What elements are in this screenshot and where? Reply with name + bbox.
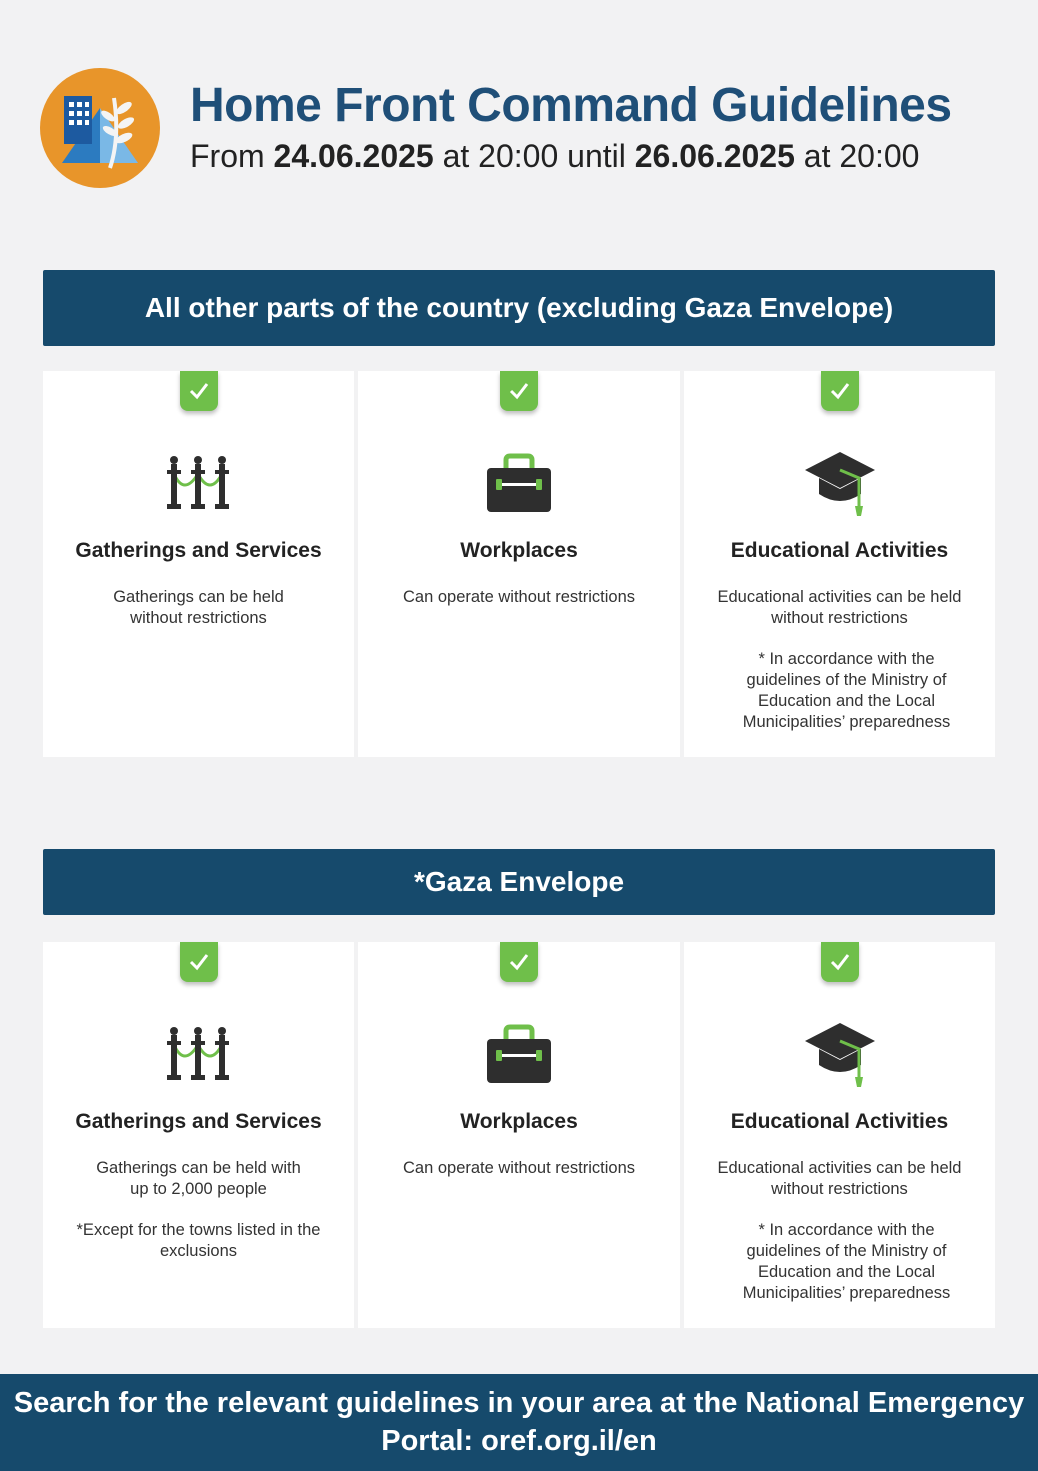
card-gatherings [43, 371, 354, 757]
from-label: From [190, 138, 265, 174]
until-date: 26.06.2025 [634, 138, 795, 174]
check-icon [821, 942, 859, 982]
briefcase-icon [479, 449, 559, 519]
card-title: Workplaces [460, 1110, 578, 1133]
card-educational [684, 371, 995, 757]
card-title: Educational Activities [730, 539, 949, 562]
section-header-other-parts: All other parts of the country (excluding Gaza Envelope) [43, 270, 995, 346]
home-front-command-logo [40, 68, 160, 188]
card-title: Gatherings and Services [75, 539, 322, 562]
card-description: Educational activities can be held without restrictions [717, 1159, 962, 1198]
card-note: * In accordance with the guidelines of the Ministry of Education and the Local Municipalities’ preparedness [742, 650, 951, 731]
graduation-cap-icon [800, 449, 880, 519]
card-title: Workplaces [460, 539, 578, 562]
until-time: at 20:00 [803, 138, 920, 174]
card-description: Can operate without restrictions [402, 588, 636, 606]
card-gatherings [43, 942, 354, 1328]
page-title: Home Front Command Guidelines [190, 79, 952, 132]
gatherings-icon [159, 449, 239, 519]
check-icon [180, 371, 218, 411]
card-description: Gatherings can be held with up to 2,000 people [96, 1159, 301, 1198]
footer-portal-notice [0, 1374, 1038, 1471]
card-educational [684, 942, 995, 1328]
page-header [40, 68, 1030, 188]
gatherings-icon [159, 1020, 239, 1090]
graduation-cap-icon [800, 1020, 880, 1090]
check-icon [500, 371, 538, 411]
briefcase-icon [479, 1020, 559, 1090]
section-grid-gaza-envelope [43, 942, 995, 1328]
section-header-gaza-envelope: *Gaza Envelope [43, 849, 995, 915]
section-grid-other-parts [43, 371, 995, 757]
card-description: Gatherings can be held without restrictions [113, 588, 284, 627]
date-range [190, 138, 919, 175]
card-description: Can operate without restrictions [402, 1159, 636, 1177]
card-note: *Except for the towns listed in the exclusions [76, 1221, 321, 1260]
card-description: Educational activities can be held without restrictions [717, 588, 962, 627]
card-workplaces [358, 942, 680, 1328]
from-date: 24.06.2025 [273, 138, 434, 174]
check-icon [500, 942, 538, 982]
card-title: Gatherings and Services [75, 1110, 322, 1133]
card-workplaces [358, 371, 680, 757]
check-icon [180, 942, 218, 982]
card-note: * In accordance with the guidelines of the Ministry of Education and the Local Municipalities’ preparedness [742, 1221, 951, 1302]
footer-text: Search for the relevant guidelines in your area at the National Emergency Portal: oref.org.il/en [13, 1387, 1025, 1457]
from-time: at 20:00 until [442, 138, 626, 174]
card-title: Educational Activities [730, 1110, 949, 1133]
check-icon [821, 371, 859, 411]
